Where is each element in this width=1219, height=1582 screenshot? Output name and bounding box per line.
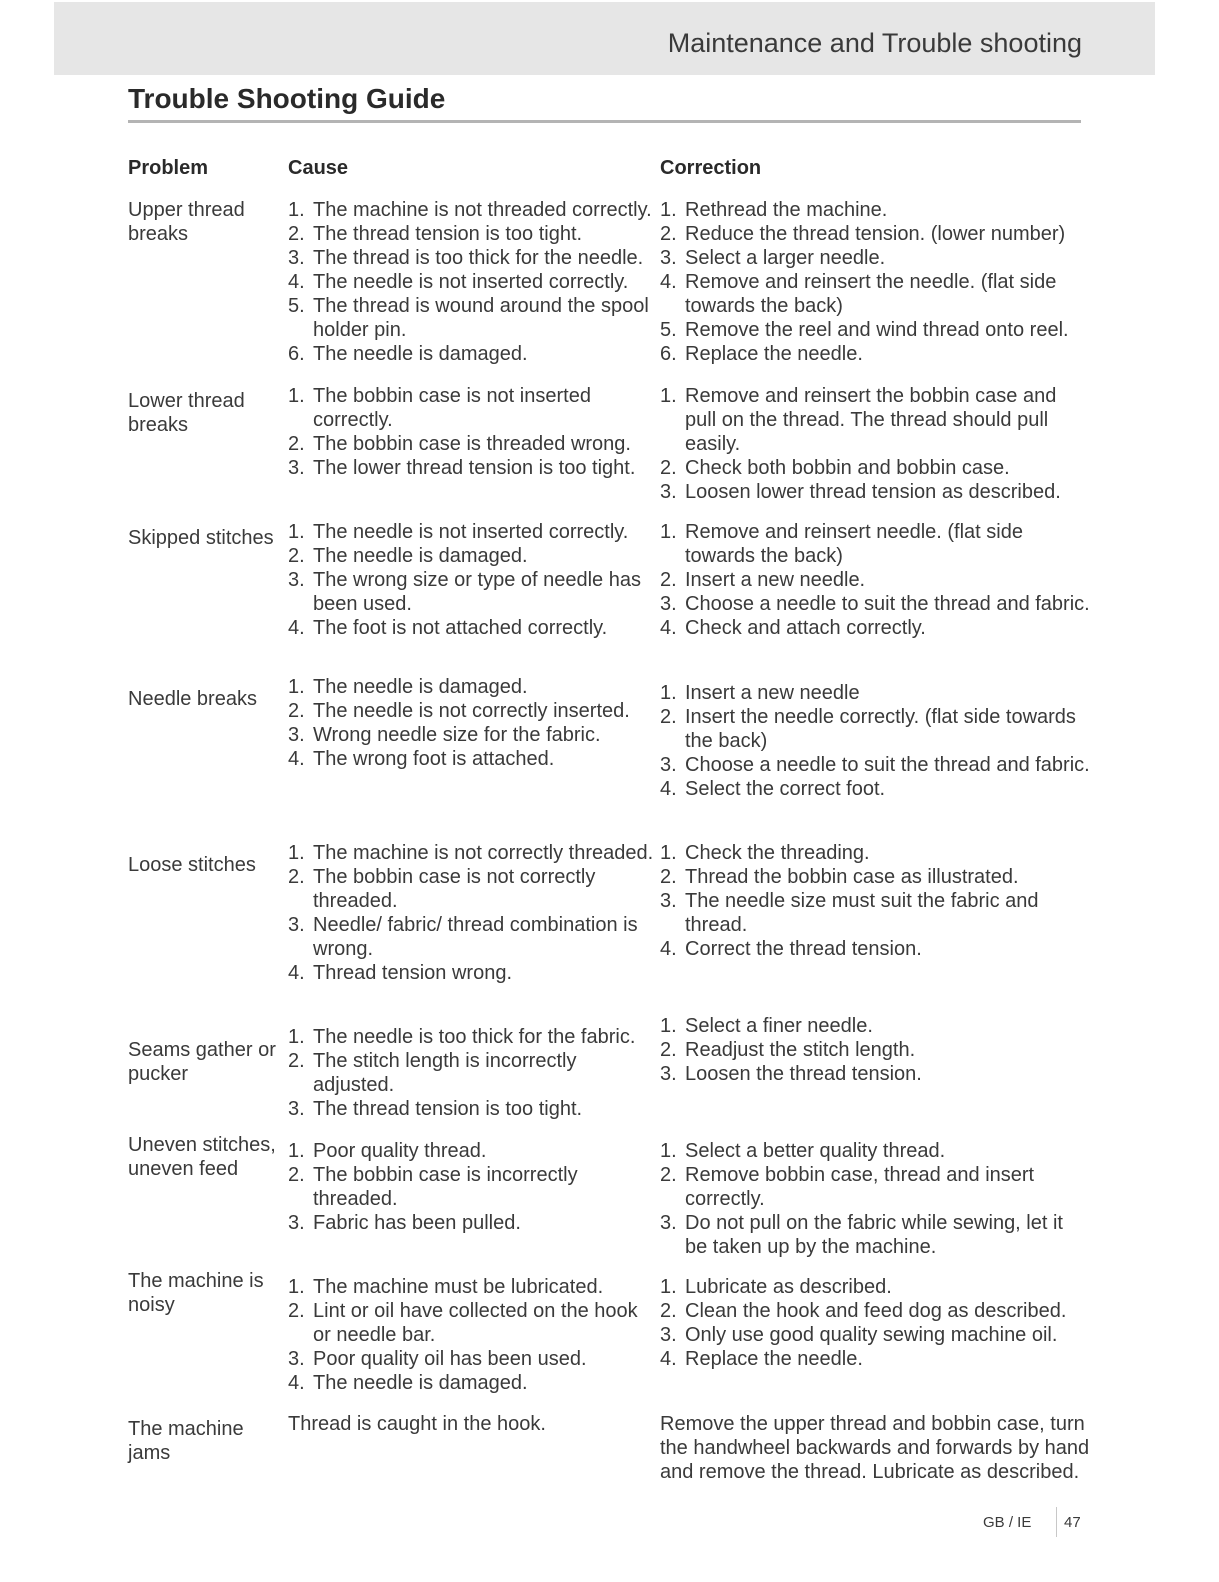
list-item: 4. Thread tension wrong. [288,962,513,984]
list-item: 1. The needle is not inserted correctly. [288,521,629,543]
list-item: 4. Select the correct foot. [660,778,886,800]
correction-list [660,681,1090,801]
title-divider [128,120,1081,123]
list-item: 3. Poor quality oil has been used. [288,1348,587,1370]
list-item: 2. Readjust the stitch length. [660,1039,916,1061]
list-item: 4. Remove and reinsert the needle. (flat side towards the back) [660,271,1057,317]
problem-cell: Needle breaks [128,688,257,710]
list-item: 2. Thread the bobbin case as illustrated. [660,866,1019,888]
list-item: 1. Insert a new needle [660,682,860,704]
list-item: 3. The thread is too thick for the needle. [288,247,644,269]
correction-list [660,1014,1090,1086]
list-item: 1. Remove and reinsert the bobbin case and pull on the thread. The thread should pull easily. [660,385,1057,455]
list-item: 1. The bobbin case is not inserted correctly. [288,385,591,431]
list-item: 4. Correct the thread tension. [660,938,922,960]
list-item: 1. The needle is damaged. [288,676,528,698]
correction-list [660,520,1090,640]
list-item: 3. Loosen the thread tension. [660,1063,922,1085]
footer-divider [1056,1507,1057,1537]
list-item: 2. Insert the needle correctly. (flat side towards the back) [660,706,1076,752]
list-item: 4. Replace the needle. [660,1348,863,1370]
list-item: 1. Select a finer needle. [660,1015,873,1037]
problem-cell: Uneven stitches, uneven feed [128,1134,276,1180]
correction-list [660,1275,1090,1371]
column-header-problem: Problem [128,157,209,179]
list-item: 1. The needle is too thick for the fabric. [288,1026,636,1048]
list-item: 3. Loosen lower thread tension as described. [660,481,1061,503]
list-item: 4. The wrong foot is attached. [288,748,555,770]
list-item: 2. Check both bobbin and bobbin case. [660,457,1010,479]
list-item: 2. The thread tension is too tight. [288,223,583,245]
cause-list [288,1275,660,1395]
list-item: 3. Choose a needle to suit the thread and fabric. [660,754,1090,776]
list-item: 2. Lint or oil have collected on the hook or needle bar. [288,1300,638,1346]
list-item: 3. Do not pull on the fabric while sewing, let it be taken up by the machine. [660,1212,1063,1258]
list-item: 3. Wrong needle size for the fabric. [288,724,601,746]
correction-list [660,198,1090,366]
list-item: 2. The needle is not correctly inserted. [288,700,630,722]
column-header-cause: Cause [288,157,349,179]
problem-cell: Skipped stitches [128,527,274,549]
cause-list [288,675,660,771]
list-item: 1. Lubricate as described. [660,1276,892,1298]
list-item: 2. The stitch length is incorrectly adjusted. [288,1050,577,1096]
list-item: 3. The wrong size or type of needle has been used. [288,569,641,615]
list-item: 3. The lower thread tension is too tight. [288,457,636,479]
list-item: 2. Insert a new needle. [660,569,866,591]
cause-list [288,841,660,985]
list-item: 3. Choose a needle to suit the thread and fabric. [660,593,1090,615]
correction-text: Remove the upper thread and bobbin case, turn the handwheel backwards and forwards by hand and remove the thread. Lubricate as described. [660,1413,1090,1483]
problem-cell: Upper thread breaks [128,199,245,245]
list-item: 4. Check and attach correctly. [660,617,926,639]
list-item: 6. Replace the needle. [660,343,863,365]
list-item: 1. The machine is not correctly threaded. [288,842,654,864]
list-item: 2. Remove bobbin case, thread and insert correctly. [660,1164,1035,1210]
problem-cell: Seams gather or pucker [128,1039,276,1085]
cause-list [288,384,660,480]
list-item: 2. The bobbin case is incorrectly threaded. [288,1164,578,1210]
list-item: 6. The needle is damaged. [288,343,528,365]
problem-cell: Lower thread breaks [128,390,245,436]
correction-list [660,1139,1090,1259]
cause-list [288,520,660,640]
list-item: 4. The needle is not inserted correctly. [288,271,629,293]
list-item: 2. The needle is damaged. [288,545,528,567]
section-title: Maintenance and Trouble shooting [667,28,1082,58]
cause-list [288,1139,660,1235]
list-item: 3. The needle size must suit the fabric and thread. [660,890,1039,936]
column-header-correction: Correction [660,157,762,179]
list-item: 1. Rethread the machine. [660,199,888,221]
cause-text: Thread is caught in the hook. [288,1413,546,1435]
list-item: 1. Check the threading. [660,842,870,864]
list-item: 2. Clean the hook and feed dog as described. [660,1300,1067,1322]
problem-cell: The machine jams [128,1418,244,1464]
list-item: 2. The bobbin case is threaded wrong. [288,433,631,455]
cause-list [288,198,660,366]
list-item: 5. The thread is wound around the spool holder pin. [288,295,649,341]
list-item: 3. Needle/ fabric/ thread combination is wrong. [288,914,638,960]
list-item: 4. The foot is not attached correctly. [288,617,608,639]
footer-region-label: GB / IE [983,1514,1032,1531]
list-item: 1. The machine is not threaded correctly. [288,199,652,221]
list-item: 2. The bobbin case is not correctly threaded. [288,866,596,912]
list-item: 3. Only use good quality sewing machine oil. [660,1324,1058,1346]
list-item: 1. Remove and reinsert needle. (flat side towards the back) [660,521,1023,567]
list-item: 5. Remove the reel and wind thread onto reel. [660,319,1069,341]
correction-list [660,841,1090,961]
page-number: 47 [1064,1514,1081,1531]
list-item: 3. Fabric has been pulled. [288,1212,521,1234]
list-item: 1. The machine must be lubricated. [288,1276,604,1298]
correction-list [660,384,1090,504]
list-item: 3. Select a larger needle. [660,247,886,269]
list-item: 1. Select a better quality thread. [660,1140,946,1162]
cause-list [288,1025,660,1121]
list-item: 1. Poor quality thread. [288,1140,487,1162]
list-item: 4. The needle is damaged. [288,1372,528,1394]
problem-cell: Loose stitches [128,854,256,876]
page-title: Trouble Shooting Guide [128,83,446,114]
list-item: 3. The thread tension is too tight. [288,1098,583,1120]
problem-cell: The machine is noisy [128,1270,264,1316]
header-band [54,2,1155,75]
list-item: 2. Reduce the thread tension. (lower number) [660,223,1066,245]
